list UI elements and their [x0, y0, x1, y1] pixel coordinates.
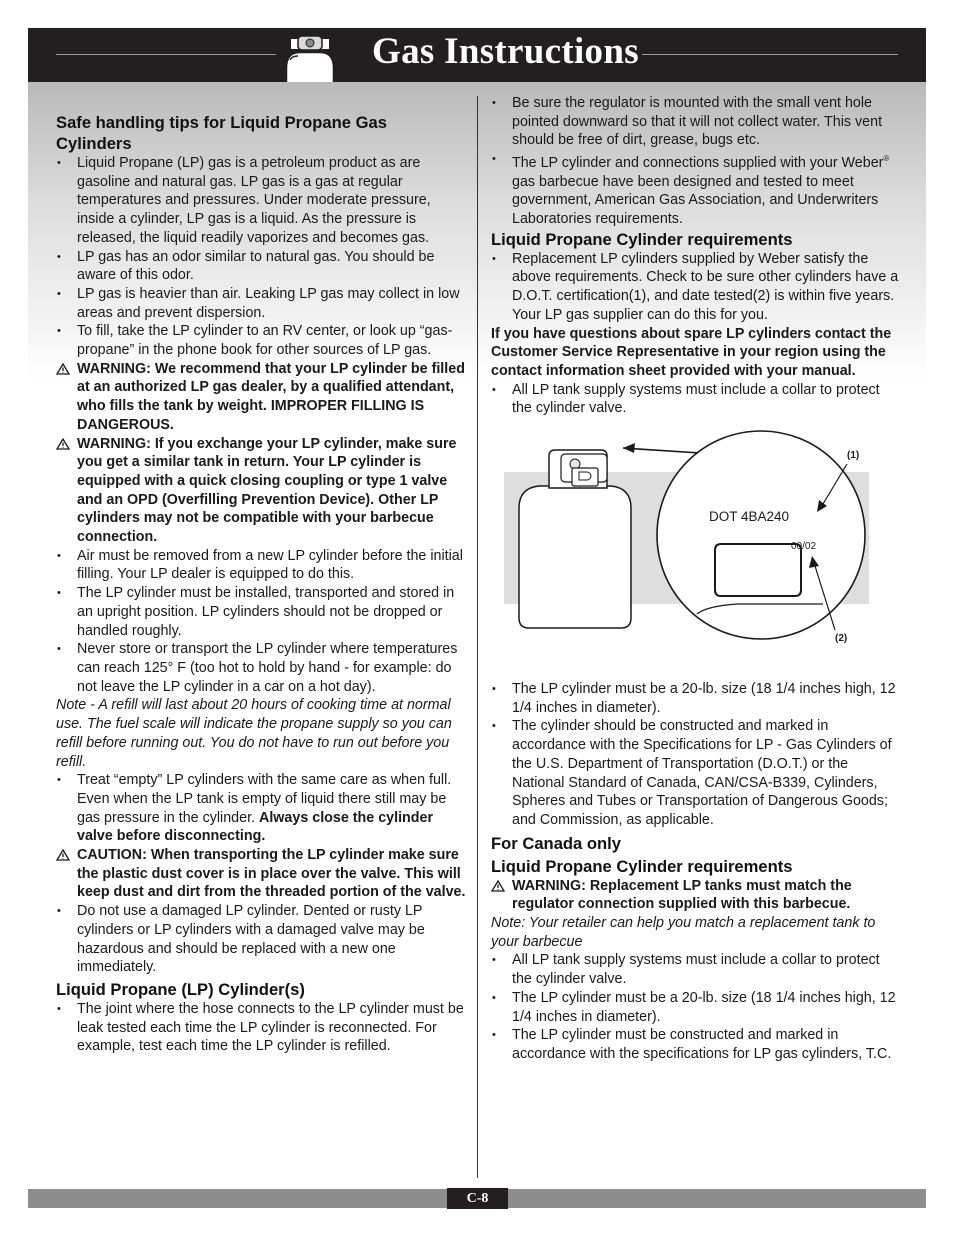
- list-item: • The LP cylinder must be a 20-lb. size (18 1/4 inches high, 12 1/4 inches in diameter).: [491, 680, 901, 717]
- handling-list-3: [56, 771, 466, 846]
- heading-canada-requirements: Liquid Propane Cylinder requirements: [491, 856, 793, 876]
- warning-filling: [56, 360, 466, 435]
- heading-cylinder-requirements: Liquid Propane Cylinder requirements: [491, 229, 793, 249]
- header-rule-left: [56, 54, 276, 55]
- cylinder-illustration: [491, 426, 901, 658]
- handling-list-2: [56, 547, 466, 697]
- retailer-note: Note: Your retailer can help you match a replacement tank to your barbecue: [491, 915, 876, 950]
- list-item: • Replacement LP cylinders supplied by Weber satisfy the above requirements. Check to be sure other cylinders have a D.O.T. certification(1), and date tested(2) is within five years. Your LP gas supplier can do this for you.: [491, 250, 901, 325]
- date-marking: 00/02: [791, 541, 817, 553]
- list-item: • To fill, take the LP cylinder to an RV center, or look up “gas-propane” in the phone book for other sources of LP gas.: [56, 322, 466, 359]
- warning-exchange: [56, 435, 466, 547]
- dot-marking: DOT 4BA240: [709, 509, 790, 525]
- page-number: C-8: [447, 1188, 508, 1209]
- callout-2-label: (2): [835, 633, 848, 645]
- warning-text: WARNING: If you exchange your LP cylinder, make sure you get a similar tank in return. Your LP cylinder is equipped with a quick closing coupling or type 1 valve and an OPD (Overfilling Prevention Device). Other LP cylinders may not be compatible with your barbecue connection.: [77, 435, 457, 546]
- list-item: • LP gas has an odor similar to natural gas. You should be aware of this odor.: [56, 248, 466, 285]
- heading-safe-handling: Safe handling tips for Liquid Propane Gas Cylinders: [56, 113, 387, 153]
- heading-canada: For Canada only: [491, 833, 622, 853]
- caution-text: CAUTION: When transporting the LP cylinder make sure the plastic dust cover is in place over the valve. This will keep dust and dirt from the threaded portion of the valve.: [77, 847, 466, 901]
- warning-text: WARNING: Replacement LP tanks must match the regulator connection supplied with this barbecue.: [512, 877, 852, 913]
- list-item-text: The LP cylinder and connections supplied with your Weber: [512, 154, 884, 171]
- warning-text: WARNING: We recommend that your LP cylinder be filled at an authorized LP gas dealer, by a qualified attendant, who fills the tank by weight. IMPROPER FILLING IS DANGEROUS.: [77, 360, 465, 433]
- list-item: • The LP cylinder must be installed, transported and stored in an upright position. LP cylinders should not be dropped or handled roughly.: [56, 584, 466, 640]
- list-item: • Liquid Propane (LP) gas is a petroleum product as are gasoline and natural gas. LP gas is a gas at regular temperatures and pressures. Under moderate pressure, inside a cylinder, LP gas is a liquid. As the pressure is released, the liquid readily vaporizes and becomes gas.: [56, 154, 466, 248]
- list-item-bold-text: Always close the cylinder valve before disconnecting.: [77, 809, 434, 845]
- left-column: [56, 112, 466, 1056]
- warning-triangle-icon: [56, 363, 70, 375]
- list-item: • Be sure the regulator is mounted with the small vent hole pointed downward so that it will not collect water. This vent should be free of dirt, grease, bugs etc.: [491, 94, 901, 150]
- list-item: • The joint where the hose connects to the LP cylinder must be leak tested each time the LP cylinder is reconnected. For example, test each time the LP cylinder is refilled.: [56, 1000, 466, 1056]
- column-divider: [477, 96, 478, 1178]
- warning-triangle-icon: [56, 438, 70, 450]
- list-item: • The cylinder should be constructed and marked in accordance with the Specifications for LP - Gas Cylinders of the U.S. Department of Transportation (D.O.T.) or the National Standard of Canada, CAN/CSA-B339, Cylinders, Spheres and Tubes or Transportation of Dangerous Goods; and Commission, as applicable.: [491, 717, 901, 829]
- heading-lp-cylinders: Liquid Propane (LP) Cylinder(s): [56, 979, 305, 999]
- list-item: • The LP cylinder must be a 20-lb. size (18 1/4 inches high, 12 1/4 inches in diameter).: [491, 989, 901, 1026]
- list-item: • All LP tank supply systems must include a collar to protect the cylinder valve.: [491, 381, 901, 418]
- lp-cylinder-list: [56, 1000, 466, 1056]
- page-title: Gas Instructions: [372, 31, 639, 72]
- right-column: [491, 94, 901, 1064]
- registered-mark: ®: [883, 154, 890, 164]
- cylinder-diagram: [491, 426, 901, 658]
- refill-note: Note - A refill will last about 20 hours of cooking time at normal use. The fuel scale will indicate the propane supply so you can refill before running out. You do not have to run out before you refill.: [56, 697, 452, 770]
- list-item: • LP gas is heavier than air. Leaking LP gas may collect in low areas and prevent dispersion.: [56, 285, 466, 322]
- size-list: [491, 680, 901, 830]
- list-item: • Never store or transport the LP cylinder where temperatures can reach 125° F (too hot to hold by hand - for example: do not leave the LP cylinder in a car on a hot day).: [56, 640, 466, 696]
- list-item: • The LP cylinder must be constructed and marked in accordance with the specifications for LP gas cylinders, T.C.: [491, 1026, 901, 1063]
- list-item-text: gas barbecue have been designed and tested to meet government, American Gas Association, and Underwriters Laboratories requirements.: [512, 173, 879, 227]
- collar-list: [491, 381, 901, 418]
- customer-service-note: If you have questions about spare LP cylinders contact the Customer Service Representative in your region using the contact information sheet provided with your manual.: [491, 325, 892, 379]
- callout-1-label: (1): [847, 450, 860, 462]
- requirements-list: [491, 250, 901, 325]
- list-item: • Air must be removed from a new LP cylinder before the initial filling. Your LP dealer is equipped to do this.: [56, 547, 466, 584]
- list-item: • Do not use a damaged LP cylinder. Dented or rusty LP cylinders or LP cylinders with a damaged valve may be hazardous and should be replaced with a new one immediately.: [56, 902, 466, 977]
- warning-triangle-icon: [56, 849, 70, 861]
- list-item: [491, 150, 901, 229]
- handling-list-4: [56, 902, 466, 977]
- list-item-text: Treat “empty” LP cylinders with the same care as when full. Even when the LP tank is empty of liquid there still may be gas pressure in the cylinder.: [77, 772, 452, 826]
- page-header: [28, 28, 926, 82]
- regulator-list: [491, 94, 901, 229]
- safe-handling-list: [56, 154, 466, 360]
- canada-list: [491, 951, 901, 1063]
- warning-regulator: [491, 877, 901, 914]
- header-rule-right: [642, 54, 898, 55]
- list-item: [56, 771, 466, 846]
- warning-triangle-icon: [491, 880, 505, 892]
- list-item: • All LP tank supply systems must include a collar to protect the cylinder valve.: [491, 951, 901, 988]
- caution-transport: [56, 846, 466, 902]
